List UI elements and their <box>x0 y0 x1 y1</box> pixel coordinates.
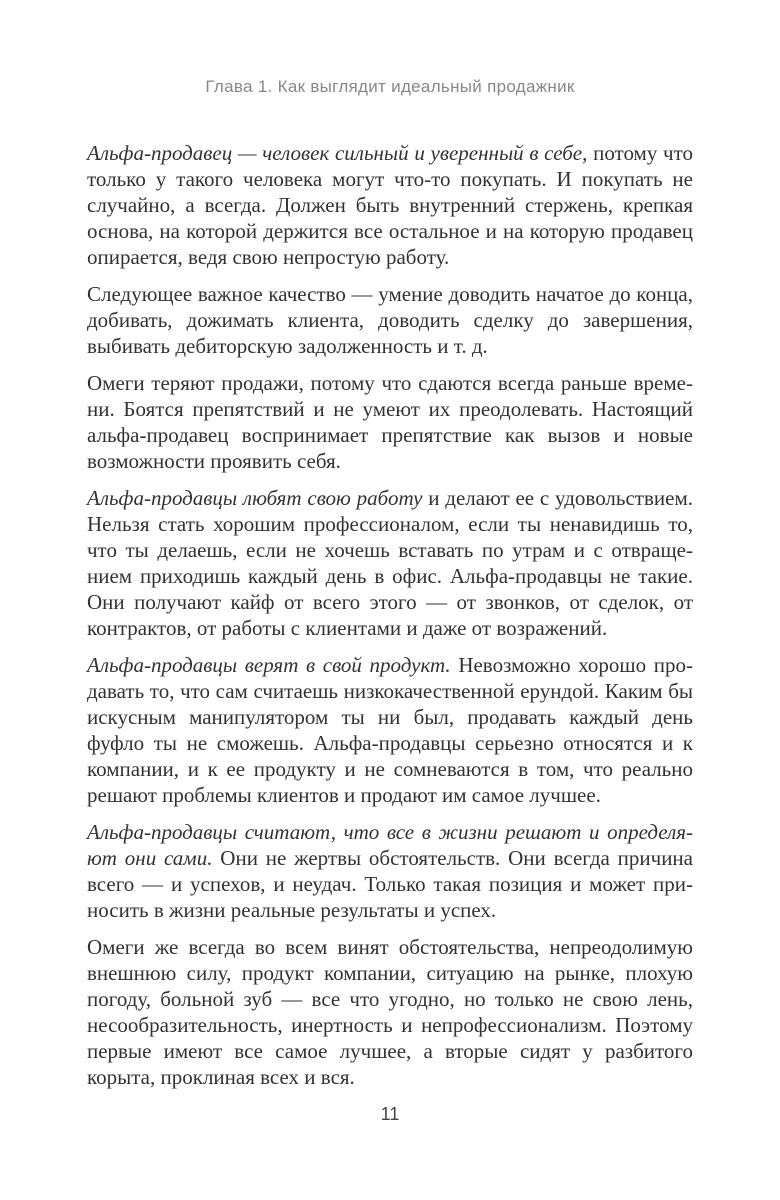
paragraph-5-text: Невозможно хорошо продавать то, что сам считаешь низкокачественной ерундой. Каким бы искусным манипулятором ты ни был, продавать каждый день фуфло ты не сможешь. Альфа-продавцы серьезно относятся и к компании, и к ее продукту и не сомневаются в том, что реально решают проблемы клиентов и продают им самое лучшее. <box>87 653 693 807</box>
paragraph-2-text: Следующее важное качество — умение доводить начатое до конца, добивать, дожимать клиента, доводить сделку до завершения, выбивать дебиторскую задолженность и т. д. <box>87 282 693 358</box>
paragraph-7 <box>87 934 693 1090</box>
paragraph-6-text: Они не жертвы обстоятельств. Они всегда причина всего — и успехов, и неудач. Только такая позиция и может приносить в жизни реальные результаты и успех. <box>87 846 693 922</box>
page-number: 11 <box>380 1104 400 1124</box>
paragraph-6 <box>87 819 693 923</box>
paragraph-2 <box>87 281 693 359</box>
paragraph-6-lead-italic: Альфа-продавцы считают, что все в жизни решают и определяют они сами. <box>87 820 693 870</box>
paragraph-7-text: Омеги же всегда во всем винят обстоятельства, непреодолимую внешнюю силу, продукт компании, ситуацию на рынке, плохую погоду, больной зуб — все что угодно, но только не свою лень, несообразительность, инертность и непрофессионализм. Поэтому первые имеют все самое лучшее, а вторые сидят у разбитого корыта, проклиная всех и вся. <box>87 935 693 1089</box>
paragraph-5-lead-italic: Альфа-продавцы верят в свой продукт. <box>87 653 451 677</box>
paragraph-3-text: Омеги теряют продажи, потому что сдаются всегда раньше времени. Боятся препятствий и не умеют их преодолевать. Настоящий альфа-продавец воспринимает препятствие как вызов и новые возможности проявить себя. <box>87 371 693 473</box>
paragraph-4-text: и делают ее с удовольствием. Нельзя стать хорошим профессионалом, если ты ненавидишь то, что ты делаешь, если не хочешь вставать по утрам и с отвращением приходишь каждый день в офис. Альфа-продавцы не такие. Они получают кайф от всего этого — от звонков, от сделок, от контрактов, от работы с клиентами и даже от возражений. <box>87 486 693 640</box>
running-head: Глава 1. Как выглядит идеальный продажник <box>205 77 575 96</box>
paragraph-4-lead-italic: Альфа-продавцы любят свою работу <box>87 486 423 510</box>
paragraph-1 <box>87 140 693 270</box>
paragraph-3 <box>87 370 693 474</box>
paragraph-1-lead-italic: Альфа-продавец — человек сильный и уверенный в себе, <box>87 141 588 165</box>
paragraph-1-text: потому что только у такого человека могут что-то покупать. И покупать не случайно, а всегда. Должен быть внутренний стержень, крепкая основа, на которой держится все остальное и на которую продавец опирается, ведя свою непростую работу. <box>87 141 693 269</box>
text-block <box>87 140 693 1090</box>
paragraph-4 <box>87 485 693 641</box>
paragraph-5 <box>87 652 693 808</box>
